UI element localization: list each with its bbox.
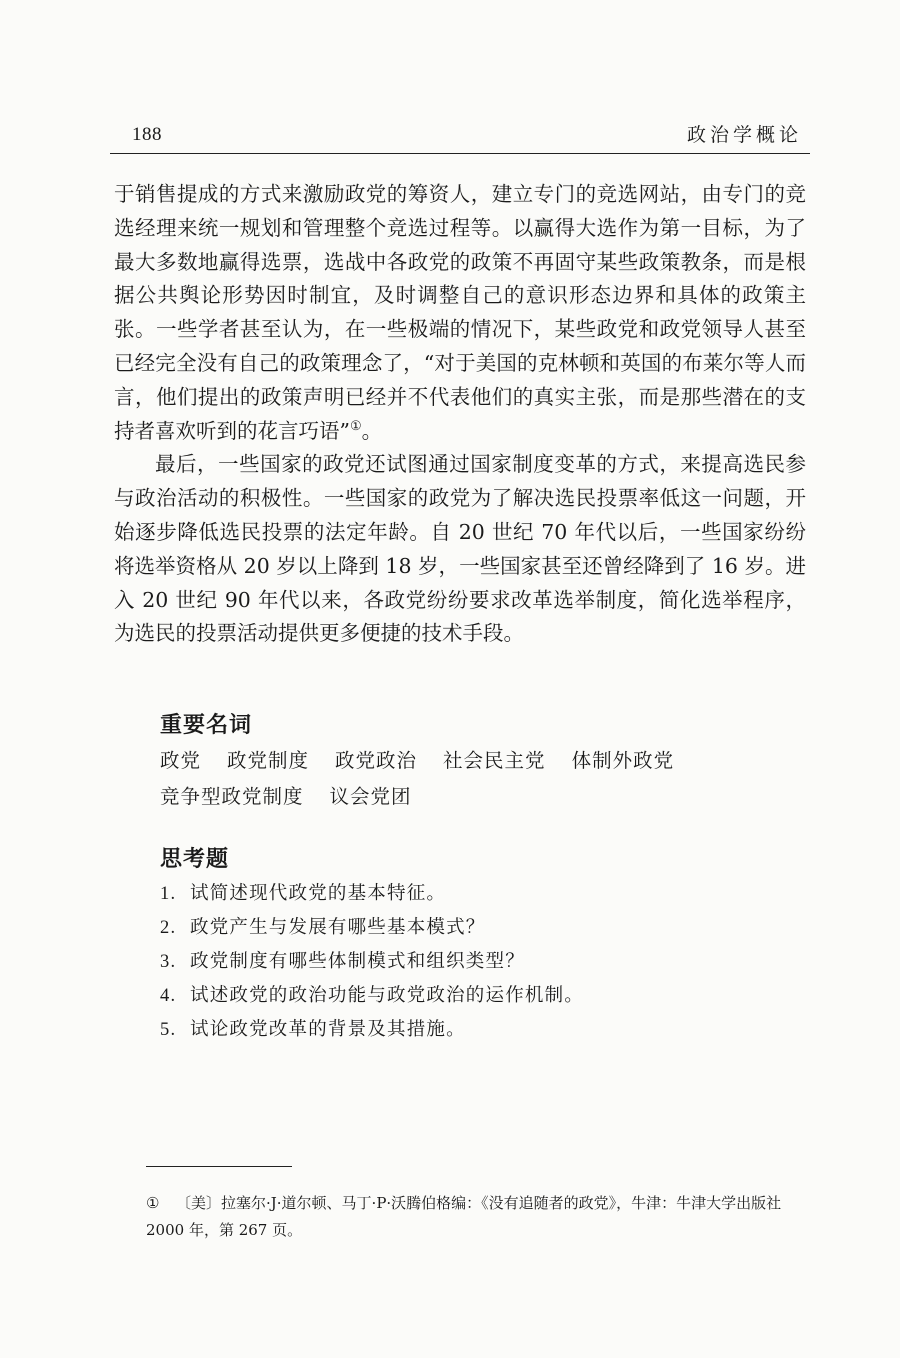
question-item xyxy=(160,979,800,1013)
key-term: 政党 xyxy=(160,749,202,772)
key-term: 议会党团 xyxy=(329,785,412,808)
question-number: 3. xyxy=(160,952,177,972)
key-terms-heading: 重要名词 xyxy=(160,713,253,738)
running-title: 政治学概论 xyxy=(686,124,802,146)
page-number: 188 xyxy=(132,124,162,145)
body-text xyxy=(114,178,806,651)
footnote-reference[interactable]: ① xyxy=(349,418,362,434)
key-term: 政党政治 xyxy=(335,749,418,772)
paragraph-2: 最后，一些国家的政党还试图通过国家制度变革的方式，来提高选民参与政治活动的积极性。一些国家的政党为了解决选民投票率低这一问题，开始逐步降低选民投票的法定年龄。自 20 世纪 70 年代以后，一些国家纷纷将选举资格从 20 岁以上降到 18 岁，一些国家甚至还曾经降到了 16 岁。进入 20 世纪 90 年代以来，各政党纷纷要求改革选举制度，简化选举程序，为选民的投票活动提供更多便捷的技术手段。 xyxy=(114,452,806,646)
footnote-rule xyxy=(146,1166,292,1167)
question-text: 政党制度有哪些体制模式和组织类型？ xyxy=(190,951,525,972)
question-text: 试简述现代政党的基本特征。 xyxy=(190,883,447,904)
question-number: 2. xyxy=(160,918,177,938)
footnote-text: 〔美〕拉塞尔·J·道尔顿、马丁·P·沃腾伯格编：《没有追随者的政党》，牛津：牛津大学出版社 2000 年，第 267 页。 xyxy=(146,1194,782,1239)
questions-heading: 思考题 xyxy=(160,847,230,872)
question-item xyxy=(160,911,800,945)
question-text: 试述政党的政治功能与政党政治的运作机制。 xyxy=(190,985,585,1006)
question-number: 4. xyxy=(160,986,177,1006)
question-item xyxy=(160,1013,800,1047)
key-terms-line-2 xyxy=(160,779,800,815)
key-term: 政党制度 xyxy=(227,749,310,772)
paragraph-1 xyxy=(114,178,806,448)
question-number: 1. xyxy=(160,884,177,904)
question-text: 试论政党改革的背景及其措施。 xyxy=(190,1019,466,1040)
footnote xyxy=(146,1190,806,1244)
questions-list xyxy=(160,877,800,1047)
questions-section xyxy=(160,842,800,1047)
question-item xyxy=(160,945,800,979)
key-term: 社会民主党 xyxy=(443,749,546,772)
header-rule xyxy=(110,153,810,154)
question-text: 政党产生与发展有哪些基本模式？ xyxy=(190,917,486,938)
paragraph-1-end: 。 xyxy=(361,418,383,443)
paragraph-1-text: 于销售提成的方式来激励政党的筹资人，建立专门的竞选网站，由专门的竞选经理来统一规划和管理整个竞选过程等。以赢得大选作为第一目标，为了最大多数地赢得选票，选战中各政党的政策不再固守某些政策教条，而是根据公共舆论形势因时制宜，及时调整自己的意识形态边界和具体的政策主张。一些学者甚至认为，在一些极端的情况下，某些政党和政党领导人甚至已经完全没有自己的政策理念了，“对于美国的克林顿和英国的布莱尔等人而言，他们提出的政策声明已经并不代表他们的真实主张，而是那些潜在的支持者喜欢听到的花言巧语” xyxy=(114,182,806,443)
key-term: 竞争型政党制度 xyxy=(160,785,304,808)
page-header xyxy=(110,118,810,152)
footnote-mark: ① xyxy=(146,1194,160,1212)
question-item xyxy=(160,877,800,911)
question-number: 5. xyxy=(160,1020,177,1040)
key-terms-line-1 xyxy=(160,743,800,779)
key-terms-section xyxy=(160,708,800,815)
key-term: 体制外政党 xyxy=(571,749,675,772)
